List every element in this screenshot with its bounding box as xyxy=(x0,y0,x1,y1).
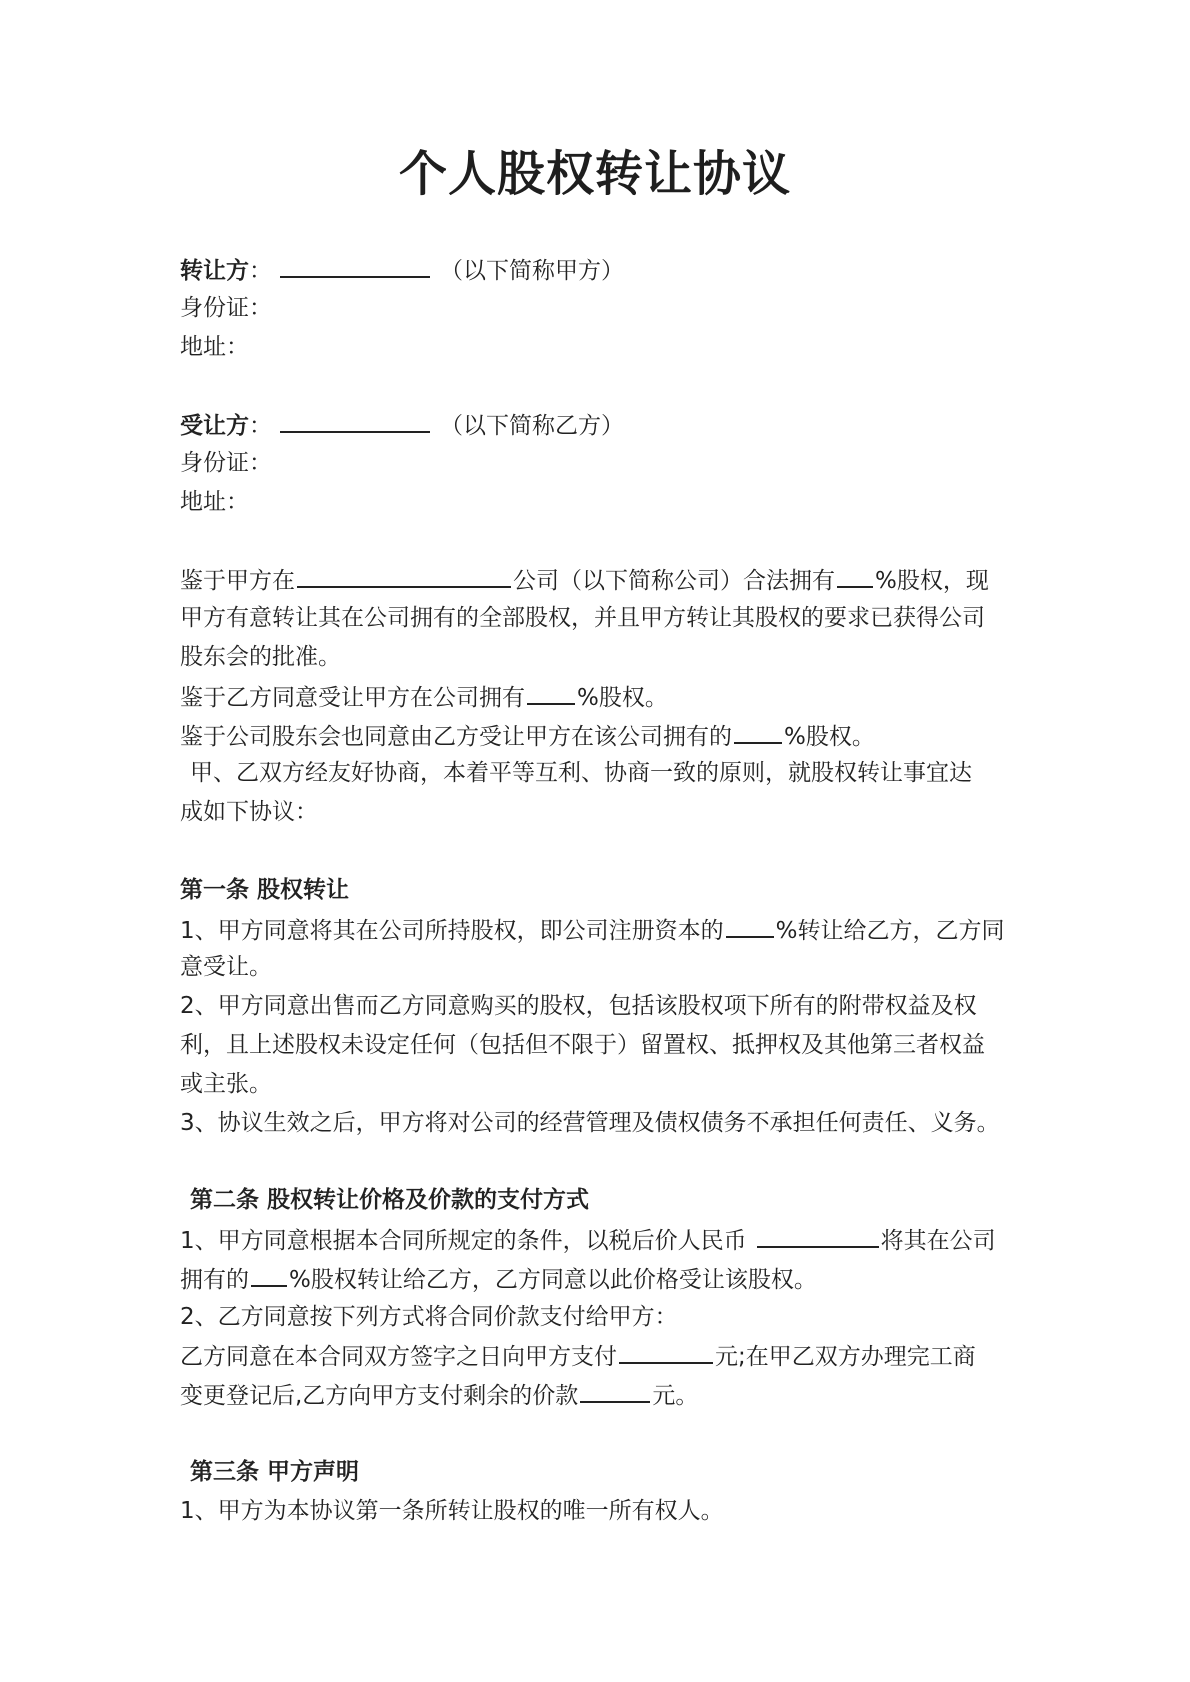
preamble-text: 鉴于公司股东会也同意由乙方受让甲方在该公司拥有的 xyxy=(180,723,732,750)
article-2-payment-line-1 xyxy=(180,1336,1020,1375)
transferee-note: （以下简称乙方） xyxy=(440,413,624,440)
clause-text: 将其在公司 xyxy=(880,1227,996,1254)
preamble-paragraph-4: 甲、乙双方经友好协商，本着平等互利、协商一致的原则，就股权转让事宜达 xyxy=(190,760,972,787)
percentage-blank xyxy=(734,716,782,744)
price-blank xyxy=(757,1220,879,1248)
preamble-paragraph-1-line-3: 股东会的批准。 xyxy=(180,643,341,670)
article-2-item-1 xyxy=(180,1220,1020,1259)
clause-text: 乙方同意在本合同双方签字之日向甲方支付 xyxy=(180,1344,617,1371)
preamble-paragraph-1-line-2: 甲方有意转让其在公司拥有的全部股权，并且甲方转让其股权的要求已获得公司 xyxy=(180,605,985,632)
transferee-label: 受让方 xyxy=(180,413,249,440)
article-1-item-2: 2、甲方同意出售而乙方同意购买的股权，包括该股权项下所有的附带权益及权 xyxy=(180,993,977,1020)
clause-text: 变更登记后,乙方向甲方支付剩余的价款 xyxy=(180,1383,579,1410)
document-body xyxy=(180,250,1020,1530)
preamble-text: 鉴于乙方同意受让甲方在公司拥有 xyxy=(180,684,525,711)
article-2-item-1-line-2 xyxy=(180,1259,1020,1298)
preamble-paragraph-4-line-2: 成如下协议： xyxy=(180,799,318,826)
transferor-name-blank xyxy=(280,250,430,278)
clause-text: 拥有的 xyxy=(180,1266,249,1293)
percentage-blank xyxy=(251,1259,287,1287)
article-1-item-2-line-3: 或主张。 xyxy=(180,1070,272,1097)
transferee-colon: ： xyxy=(249,413,272,440)
company-name-blank xyxy=(297,560,511,588)
transferor-colon: ： xyxy=(249,258,272,284)
transferee-line xyxy=(180,405,1020,444)
transferor-label: 转让方 xyxy=(180,258,249,284)
clause-text: %股权转让给乙方，乙方同意以此价格受让该股权。 xyxy=(289,1266,817,1293)
transferee-name-blank xyxy=(280,405,430,433)
clause-text: 元;在甲乙双方办理完工商 xyxy=(715,1344,976,1371)
clause-text: %转让给乙方，乙方同 xyxy=(775,917,1005,944)
preamble-paragraph-2 xyxy=(180,677,1020,716)
percentage-blank xyxy=(527,677,575,705)
transferee-address-label: 地址： xyxy=(180,488,249,515)
payment-amount-blank xyxy=(619,1336,713,1364)
clause-text: 1、甲方同意根据本合同所规定的条件，以税后价人民币 xyxy=(180,1227,747,1254)
article-1-item-1-line-2: 意受让。 xyxy=(180,954,272,981)
transferor-id-label: 身份证： xyxy=(180,294,272,321)
spacer xyxy=(180,832,1020,871)
article-1-heading: 第一条 股权转让 xyxy=(180,876,350,903)
percentage-blank xyxy=(726,910,774,938)
article-1-item-1 xyxy=(180,910,1020,949)
remaining-amount-blank xyxy=(580,1375,650,1403)
article-1-item-2-line-2: 利，且上述股权未设定任何（包括但不限于）留置权、抵押权及其他第三者权益 xyxy=(180,1031,985,1058)
article-2-payment-line-2 xyxy=(180,1375,1020,1414)
document-title: 个人股权转让协议 xyxy=(398,146,791,202)
article-2-item-2: 2、乙方同意按下列方式将合同价款支付给甲方： xyxy=(180,1303,678,1330)
preamble-text: %股权，现 xyxy=(875,568,989,595)
article-1-item-3: 3、协议生效之后，甲方将对公司的经营管理及债权债务不承担任何责任、义务。 xyxy=(180,1109,1000,1136)
preamble-text: 鉴于甲方在 xyxy=(180,568,295,595)
article-3-heading: 第三条 甲方声明 xyxy=(190,1458,360,1485)
spacer xyxy=(180,522,1020,561)
spacer xyxy=(180,1142,1020,1181)
transferor-note: （以下简称甲方） xyxy=(440,258,624,284)
preamble-text: %股权。 xyxy=(577,684,668,711)
article-2-heading: 第二条 股权转让价格及价款的支付方式 xyxy=(190,1187,590,1214)
preamble-text: %股权。 xyxy=(784,723,875,750)
clause-text: 1、甲方同意将其在公司所持股权，即公司注册资本的 xyxy=(180,917,724,944)
spacer xyxy=(180,1414,1020,1453)
article-3-item-1: 1、甲方为本协议第一条所转让股权的唯一所有权人。 xyxy=(180,1497,724,1524)
transferor-address-label: 地址： xyxy=(180,333,249,360)
spacer xyxy=(180,366,1020,405)
preamble-paragraph-1 xyxy=(180,560,1020,599)
transferor-line xyxy=(180,250,1020,289)
preamble-paragraph-3 xyxy=(180,716,1020,755)
percentage-blank xyxy=(837,560,873,588)
clause-text: 元。 xyxy=(652,1383,699,1410)
transferee-id-label: 身份证： xyxy=(180,449,272,476)
preamble-text: 公司（以下简称公司）合法拥有 xyxy=(513,568,835,595)
